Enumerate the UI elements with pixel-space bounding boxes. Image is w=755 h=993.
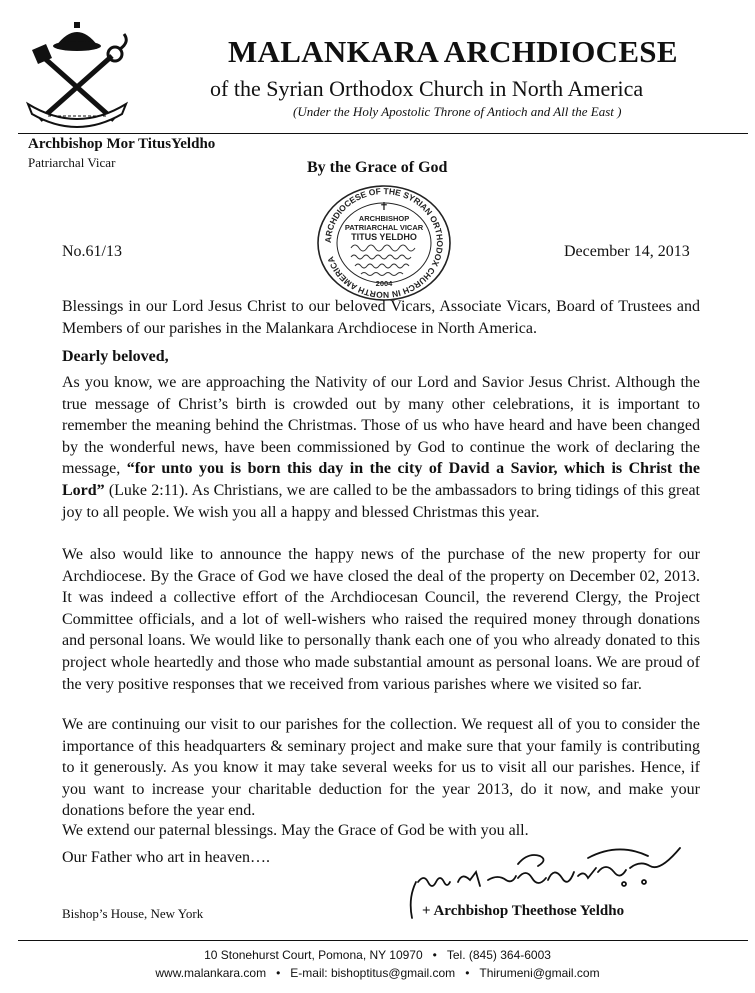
footer-website[interactable]: www.malankara.com: [155, 966, 267, 980]
signatory-name: + Archbishop Theethose Yeldho: [422, 903, 625, 919]
archdiocese-emblem-icon: [18, 16, 136, 134]
para2-text: We also would like to announce the happy news of the purchase of the new property for our Archdiocese. By the Grace of God we have closed the deal of the property on December 02, 2013. It was indeed a collective effort of the Archdiocesan Council, the reverend Clergy, the Project Committee officials, and a lot of well-wishers who raised the required money through donations and personal loans. We would like to personally thank each one of you who already donated to this project whole heartedly and those who made substantial amount as personal loans. We are proud of the very positive responses that we received from various parishes where we visited so far.: [62, 546, 700, 693]
footer-line-2: [0, 966, 755, 980]
para1-outro: (Luke 2:11). As Christians, we are called to be the ambassadors to bring tidings of this great joy to all people. We wish you all a happy and blessed Christmas this year.: [62, 481, 700, 521]
para3-text: We are continuing our visit to our parishes for the collection. We request all of you to consider the importance of this headquarters & seminary project and make sure that your family is contributing to it generously. As you know it may take several weeks for us to visit all our parishes. Hence, if you want to increase your charitable deduction for the year 2013, do it now, and make your donations before the year end.: [62, 716, 700, 820]
letterhead-throne: (Under the Holy Apostolic Throne of Antioch and All the East ): [293, 104, 622, 119]
bottom-divider: [18, 940, 748, 941]
seal-line3: TITUS YELDHO: [351, 232, 417, 242]
sender-name: Archbishop Mor TitusYeldho: [28, 136, 216, 152]
sender-role: Patriarchal Vicar: [28, 155, 116, 170]
paragraph-nativity: [62, 372, 700, 523]
para1-intro: As you know, we are approaching the Nativity of our Lord and Savior Jesus Christ. Although the true message of Christ’s birth is crowded out by many other celebrations, it is important to remember the meaning behind the Christmas. Those of us who have heard and have been changed by the wonderful news, have been commissioned by God to continue the work of declaring the message,: [62, 374, 700, 478]
footer-phone: Tel. (845) 364-6003: [446, 948, 551, 962]
para4-text: We extend our paternal blessings. May the Grace of God be with you all.: [62, 822, 529, 839]
para1-quote: “for unto you is born this day in the city of David a Savior, which is Christ the Lord”: [62, 460, 701, 499]
reference-number: No.61/13: [62, 243, 122, 260]
footer-address: 10 Stonehurst Court, Pomona, NY 10970: [204, 948, 423, 962]
footer-separator: •: [276, 966, 281, 980]
top-divider: [18, 133, 748, 134]
letterhead-title: MALANKARA ARCHDIOCESE: [228, 34, 678, 69]
footer-line-1: [0, 948, 755, 962]
seal-script-lines: [351, 245, 415, 276]
greeting-text: Blessings in our Lord Jesus Christ to our beloved Vicars, Associate Vicars, Board of Trustees and Members of our parishes in the Malankara Archdiocese in North America.: [62, 298, 700, 337]
seal-line1: ARCHBISHOP: [358, 214, 410, 223]
letter-date: December 14, 2013: [564, 243, 690, 260]
closing-prayer: Our Father who art in heaven….: [62, 849, 270, 866]
seal-line2: PATRIARCHAL VICAR: [344, 223, 424, 232]
salutation-text: Dearly beloved,: [62, 348, 169, 365]
paragraph-collection: [62, 714, 700, 822]
letter-greeting: [62, 296, 700, 339]
seal-year: 2004: [375, 279, 393, 288]
seal-ring-text: ARCHDIOCESE OF THE SYRIAN ORTHODOX CHURCH IN NORTH AMERICA: [322, 185, 446, 301]
letter-salutation: [62, 346, 700, 368]
letterhead-subtitle: of the Syrian Orthodox Church in North America: [210, 76, 644, 101]
place-of-signing: Bishop’s House, New York: [62, 906, 204, 921]
footer-separator: •: [465, 966, 470, 980]
footer-separator: •: [432, 948, 437, 962]
paragraph-property: [62, 544, 700, 695]
footer-email-2[interactable]: Thirumeni@gmail.com: [479, 966, 600, 980]
seal-cross-icon: ✝: [379, 201, 389, 213]
official-seal: [315, 184, 453, 302]
footer-email-1[interactable]: E-mail: bishoptitus@gmail.com: [290, 966, 456, 980]
heading: By the Grace of God: [307, 159, 448, 176]
